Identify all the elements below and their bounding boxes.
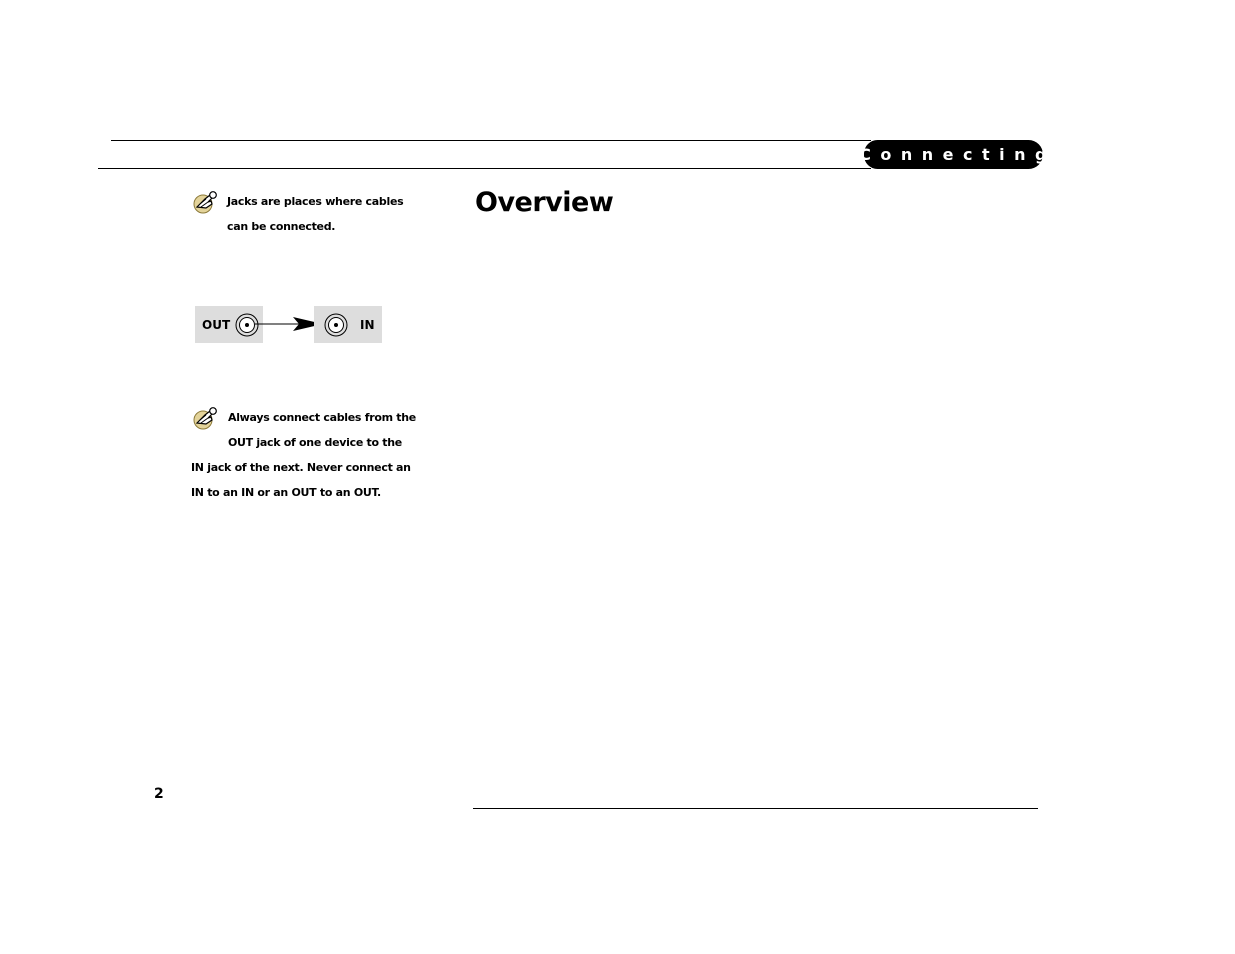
pointing-hand-icon — [191, 403, 221, 445]
in-jack-label: IN — [360, 317, 375, 332]
note-text: Always connect cables from the OUT jack of one device to the IN jack of the next. Never connect an IN to an IN or an OUT to an OUT. — [191, 411, 416, 499]
page-title: Overview — [475, 187, 614, 218]
jack-connector-icon — [324, 313, 348, 337]
section-tab — [859, 140, 1056, 169]
out-jack — [195, 306, 263, 343]
sidebar-note — [191, 405, 416, 505]
pointing-hand-icon — [191, 187, 221, 231]
out-jack-label: OUT — [202, 317, 231, 332]
in-jack — [314, 306, 382, 343]
header-rule-bottom — [98, 168, 871, 169]
section-tab-label: Connecting — [859, 145, 1056, 164]
sidebar-note — [191, 189, 416, 239]
page-number: 2 — [154, 786, 164, 802]
header-rule-top — [111, 140, 871, 141]
note-text: Jacks are places where cables can be connected. — [227, 195, 404, 233]
footer-rule — [473, 808, 1038, 809]
